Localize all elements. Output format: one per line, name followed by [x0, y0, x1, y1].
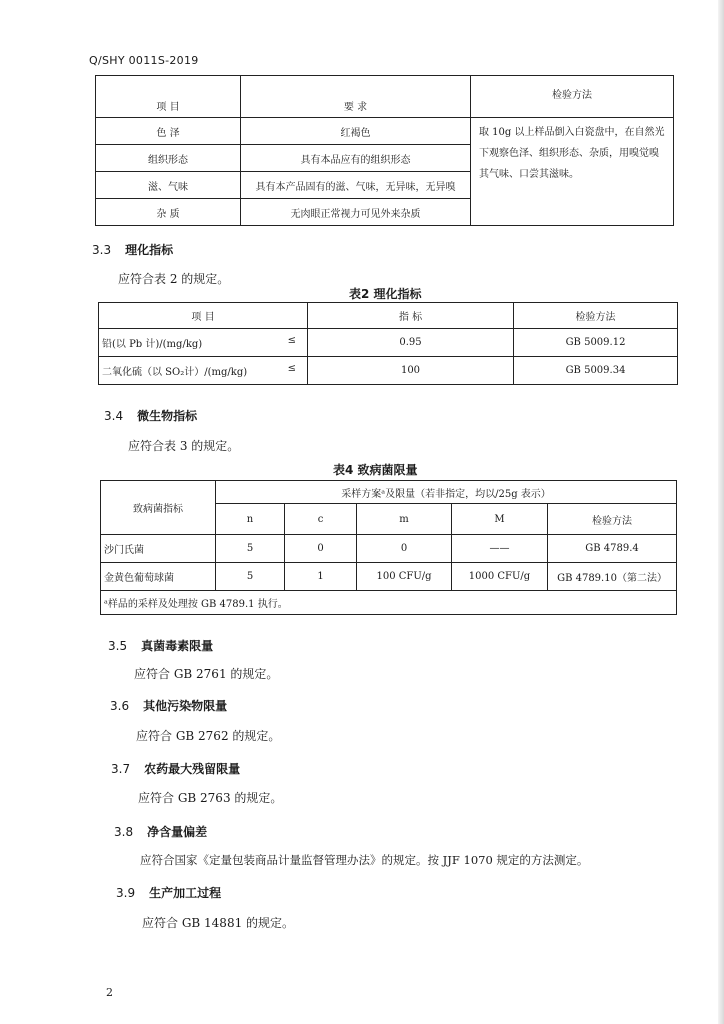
table-row	[101, 535, 677, 563]
section-number: 3.7	[111, 762, 131, 776]
row-requirement: 具有本产品固有的滋、气味，无异味，无异嗅	[241, 172, 471, 199]
section-heading	[110, 697, 227, 714]
physicochemical-table	[98, 302, 678, 385]
header-n: n	[216, 504, 285, 535]
row-m: 0	[357, 535, 452, 563]
section-heading	[116, 884, 221, 901]
row-n: 5	[216, 535, 285, 563]
row-n: 5	[216, 563, 285, 591]
section-heading	[92, 241, 173, 258]
row-m: 100 CFU/g	[357, 563, 452, 591]
section-text: 应符合 GB 14881 的规定。	[142, 916, 295, 930]
section-title: 净含量偏差	[147, 825, 208, 839]
item-label: 铅(以 Pb 计)/(mg/kg)	[102, 339, 203, 350]
table-row	[96, 118, 674, 145]
page-number: 2	[106, 986, 113, 999]
row-method: GB 4789.10（第二法）	[548, 563, 677, 591]
table-footnote-row	[101, 591, 677, 615]
row-item: 滋、气味	[96, 172, 241, 199]
table-row	[99, 357, 678, 385]
row-item: 金黄色葡萄球菌	[101, 563, 216, 591]
row-M: 1000 CFU/g	[452, 563, 548, 591]
section-heading	[111, 760, 240, 777]
header-method: 检验方法	[471, 76, 674, 118]
header-sampling-plan: 采样方案ᵃ及限量（若非指定，均以/25g 表示）	[216, 481, 677, 504]
header-requirement: 要 求	[241, 76, 471, 118]
table-header-row	[101, 481, 677, 504]
section-text: 应符合表 3 的规定。	[128, 439, 240, 453]
less-equal-symbol: ≤	[287, 335, 296, 346]
less-equal-symbol: ≤	[287, 363, 296, 374]
section-text: 应符合 GB 2761 的规定。	[134, 667, 279, 681]
section-title: 真菌毒素限量	[141, 639, 214, 653]
header-m: m	[357, 504, 452, 535]
section-number: 3.9	[116, 886, 136, 900]
table-header-row	[99, 303, 678, 329]
section-number: 3.6	[110, 699, 130, 713]
header-pathogen: 致病菌指标	[101, 481, 216, 535]
section-text: 应符合国家《定量包装商品计量监督管理办法》的规定。按 JJF 1070 规定的方法测定。	[140, 853, 589, 867]
row-item	[99, 357, 308, 385]
section-number: 3.3	[92, 243, 112, 257]
section-heading	[114, 823, 207, 840]
row-item: 沙门氏菌	[101, 535, 216, 563]
row-requirement: 具有本品应有的组织形态	[241, 145, 471, 172]
section-heading	[108, 637, 213, 654]
row-item: 杂 质	[96, 199, 241, 226]
table-row	[101, 563, 677, 591]
header-item: 项 目	[96, 76, 241, 118]
header-item: 项 目	[99, 303, 308, 329]
item-label: 二氧化硫（以 SO₂计）/(mg/kg)	[102, 367, 248, 378]
row-requirement: 红褐色	[241, 118, 471, 145]
row-item: 色 泽	[96, 118, 241, 145]
header-c: c	[285, 504, 357, 535]
section-heading	[104, 407, 197, 424]
row-item: 组织形态	[96, 145, 241, 172]
section-text: 应符合 GB 2762 的规定。	[136, 729, 281, 743]
document-code: Q/SHY 0011S-2019	[89, 54, 199, 67]
row-method: GB 4789.4	[548, 535, 677, 563]
row-value: 100	[308, 357, 514, 385]
row-method: GB 5009.34	[514, 357, 678, 385]
section-number: 3.8	[114, 825, 134, 839]
header-indicator: 指 标	[308, 303, 514, 329]
section-number: 3.4	[104, 409, 124, 423]
section-title: 理化指标	[125, 243, 174, 257]
header-method: 检验方法	[514, 303, 678, 329]
section-title: 农药最大残留限量	[144, 762, 241, 776]
section-title: 其他污染物限量	[143, 699, 228, 713]
section-title: 微生物指标	[137, 409, 198, 423]
table-header-row	[96, 76, 674, 118]
row-M: ——	[452, 535, 548, 563]
pathogen-table	[100, 480, 677, 615]
row-item	[99, 329, 308, 357]
section-text: 应符合表 2 的规定。	[118, 272, 230, 286]
header-method: 检验方法	[548, 504, 677, 535]
row-requirement: 无肉眼正常视力可见外来杂质	[241, 199, 471, 226]
inspection-method-text: 取 10g 以上样品倒入白瓷盘中，在自然光下观察色泽、组织形态、杂质，用嗅觉嗅其气味、口尝其滋味。	[471, 118, 674, 226]
scan-edge-shadow	[718, 0, 724, 1024]
table-caption: 表2 理化指标	[349, 287, 422, 301]
row-method: GB 5009.12	[514, 329, 678, 357]
header-M: M	[452, 504, 548, 535]
row-c: 1	[285, 563, 357, 591]
table-caption: 表4 致病菌限量	[333, 463, 418, 477]
sensory-table	[95, 75, 674, 226]
row-c: 0	[285, 535, 357, 563]
section-number: 3.5	[108, 639, 128, 653]
table-footnote: ᵃ样品的采样及处理按 GB 4789.1 执行。	[101, 591, 677, 615]
row-value: 0.95	[308, 329, 514, 357]
section-text: 应符合 GB 2763 的规定。	[138, 791, 283, 805]
section-title: 生产加工过程	[149, 886, 222, 900]
table-row	[99, 329, 678, 357]
